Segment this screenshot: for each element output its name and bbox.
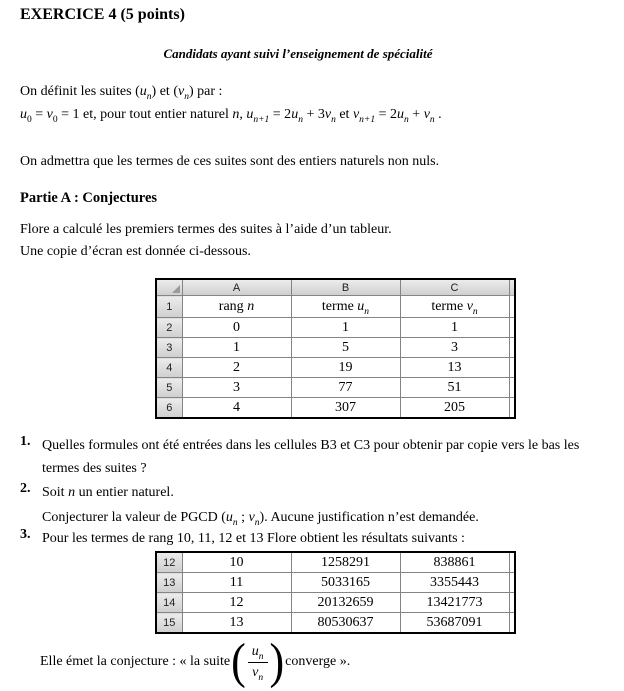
row-number: 14 bbox=[156, 593, 182, 613]
cutoff-column-sliver bbox=[509, 573, 515, 593]
row-number: 6 bbox=[156, 398, 182, 419]
sheet-cell: 3355443 bbox=[400, 573, 509, 593]
sheet-cell: 838861 bbox=[400, 552, 509, 573]
sheet1-row-4 bbox=[156, 358, 515, 378]
sheet-cell-rang-n: rang n bbox=[182, 296, 291, 318]
fraction-open-paren: ( bbox=[231, 634, 246, 689]
fraction-close-paren: ) bbox=[269, 634, 285, 689]
sheet-cell: 13 bbox=[182, 613, 291, 634]
cutoff-column-sliver bbox=[509, 338, 515, 358]
sheet2-row-14 bbox=[156, 593, 515, 613]
flore-paragraph-2: Une copie d’écran est donnée ci-dessous. bbox=[20, 244, 251, 259]
sheet-cell: 20132659 bbox=[291, 593, 400, 613]
sheet-cell: 1 bbox=[400, 318, 509, 338]
spreadsheet-screenshot-2 bbox=[155, 551, 516, 634]
sheet-cell: 10 bbox=[182, 552, 291, 573]
part-a-heading: Partie A : Conjectures bbox=[20, 190, 158, 206]
sheet-cell: 51 bbox=[400, 378, 509, 398]
question-2 bbox=[20, 481, 608, 529]
question-2-line-1: Soit n un entier naturel. bbox=[42, 485, 174, 500]
cutoff-column-sliver bbox=[509, 279, 515, 296]
select-all-triangle-icon bbox=[172, 285, 180, 293]
sheet-cell: 3 bbox=[182, 378, 291, 398]
row-number: 3 bbox=[156, 338, 182, 358]
sheet-cell: 13421773 bbox=[400, 593, 509, 613]
cutoff-column-sliver bbox=[509, 318, 515, 338]
sheet-cell: 12 bbox=[182, 593, 291, 613]
cutoff-column-sliver bbox=[509, 358, 515, 378]
question-1 bbox=[20, 434, 608, 480]
cutoff-column-sliver bbox=[509, 398, 515, 419]
sheet1-row-3 bbox=[156, 338, 515, 358]
cutoff-column-sliver bbox=[509, 296, 515, 318]
question-number: 2. bbox=[20, 481, 31, 496]
cutoff-column-sliver bbox=[509, 378, 515, 398]
sheet-cell: 19 bbox=[291, 358, 400, 378]
sheet-cell-terme-vn: terme $v_n$ bbox=[400, 296, 509, 318]
fraction-numerator: $u_n$ bbox=[248, 644, 268, 663]
sheet1-header-row bbox=[156, 296, 515, 318]
question-3 bbox=[20, 527, 608, 550]
spreadsheet-table-1 bbox=[155, 278, 516, 419]
spreadsheet-table-2 bbox=[155, 551, 516, 634]
question-text: Quelles formules ont été entrées dans les cellules B3 et C3 pour obtenir par copie vers le bas les termes des suites ? bbox=[42, 438, 580, 476]
row-number: 2 bbox=[156, 318, 182, 338]
question-number: 3. bbox=[20, 527, 31, 542]
sheet2-row-12 bbox=[156, 552, 515, 573]
fraction-un-over-vn bbox=[248, 644, 268, 681]
sheet-cell: 307 bbox=[291, 398, 400, 419]
sheet1-row-5 bbox=[156, 378, 515, 398]
column-letter-a: A bbox=[182, 279, 291, 296]
sheet2-row-13 bbox=[156, 573, 515, 593]
row-number: 13 bbox=[156, 573, 182, 593]
sheet-cell: 77 bbox=[291, 378, 400, 398]
sheet-cell-terme-un: terme $u_n$ bbox=[291, 296, 400, 318]
sheet-cell: 5033165 bbox=[291, 573, 400, 593]
conclusion-text-after: converge ». bbox=[285, 654, 351, 669]
sheet-cell: 2 bbox=[182, 358, 291, 378]
sheet-cell: 80530637 bbox=[291, 613, 400, 634]
sheet-cell: 4 bbox=[182, 398, 291, 419]
fraction-denominator: $v_n$ bbox=[252, 664, 264, 683]
recurrence-formula: $u_0 = v_0 = 1$ et, pour tout entier naturel n, $u_{n+1} = 2u_n + 3v_n$ et $v_{n+1} = 2u_n + v_n$ . bbox=[20, 107, 442, 125]
sheet-corner-cell bbox=[156, 279, 182, 296]
row-number: 4 bbox=[156, 358, 182, 378]
conclusion-line bbox=[40, 636, 350, 688]
spreadsheet-screenshot-1 bbox=[155, 278, 516, 419]
sequences-definition-line: On définit les suites $(u_n)$ et $(v_n)$ par : bbox=[20, 84, 223, 102]
sheet-cell: 0 bbox=[182, 318, 291, 338]
question-number: 1. bbox=[20, 434, 31, 449]
sheet-cell: 13 bbox=[400, 358, 509, 378]
conclusion-text-before: Elle émet la conjecture : « la suite bbox=[40, 654, 231, 669]
sheet-cell: 3 bbox=[400, 338, 509, 358]
question-2-line-2: Conjecturer la valeur de PGCD ($u_n$ ; $v_n$). Aucune justification n’est demandée. bbox=[42, 510, 479, 528]
column-letter-b: B bbox=[291, 279, 400, 296]
sheet1-row-2 bbox=[156, 318, 515, 338]
sheet-cell: 5 bbox=[291, 338, 400, 358]
sheet-cell: 11 bbox=[182, 573, 291, 593]
cutoff-column-sliver bbox=[509, 593, 515, 613]
exercise-subtitle: Candidats ayant suivi l’enseignement de spécialité bbox=[163, 46, 433, 61]
sheet-cell: 1258291 bbox=[291, 552, 400, 573]
sheet1-column-letter-row bbox=[156, 279, 515, 296]
row-number: 12 bbox=[156, 552, 182, 573]
admit-statement: On admettra que les termes de ces suites sont des entiers naturels non nuls. bbox=[20, 154, 440, 169]
column-letter-c: C bbox=[400, 279, 509, 296]
sheet1-row-6 bbox=[156, 398, 515, 419]
cutoff-column-sliver bbox=[509, 613, 515, 634]
sheet-cell: 1 bbox=[291, 318, 400, 338]
cutoff-column-sliver bbox=[509, 552, 515, 573]
sheet-cell: 53687091 bbox=[400, 613, 509, 634]
sheet-cell: 205 bbox=[400, 398, 509, 419]
row-number: 15 bbox=[156, 613, 182, 634]
question-text: Pour les termes de rang 10, 11, 12 et 13 Flore obtient les résultats suivants : bbox=[42, 531, 465, 546]
row-number: 1 bbox=[156, 296, 182, 318]
flore-paragraph-1: Flore a calculé les premiers termes des suites à l’aide d’un tableur. bbox=[20, 222, 392, 237]
row-number: 5 bbox=[156, 378, 182, 398]
sheet-cell: 1 bbox=[182, 338, 291, 358]
question-text bbox=[42, 481, 608, 529]
exercise-title: EXERCICE 4 (5 points) bbox=[20, 6, 185, 23]
sheet2-row-15 bbox=[156, 613, 515, 634]
